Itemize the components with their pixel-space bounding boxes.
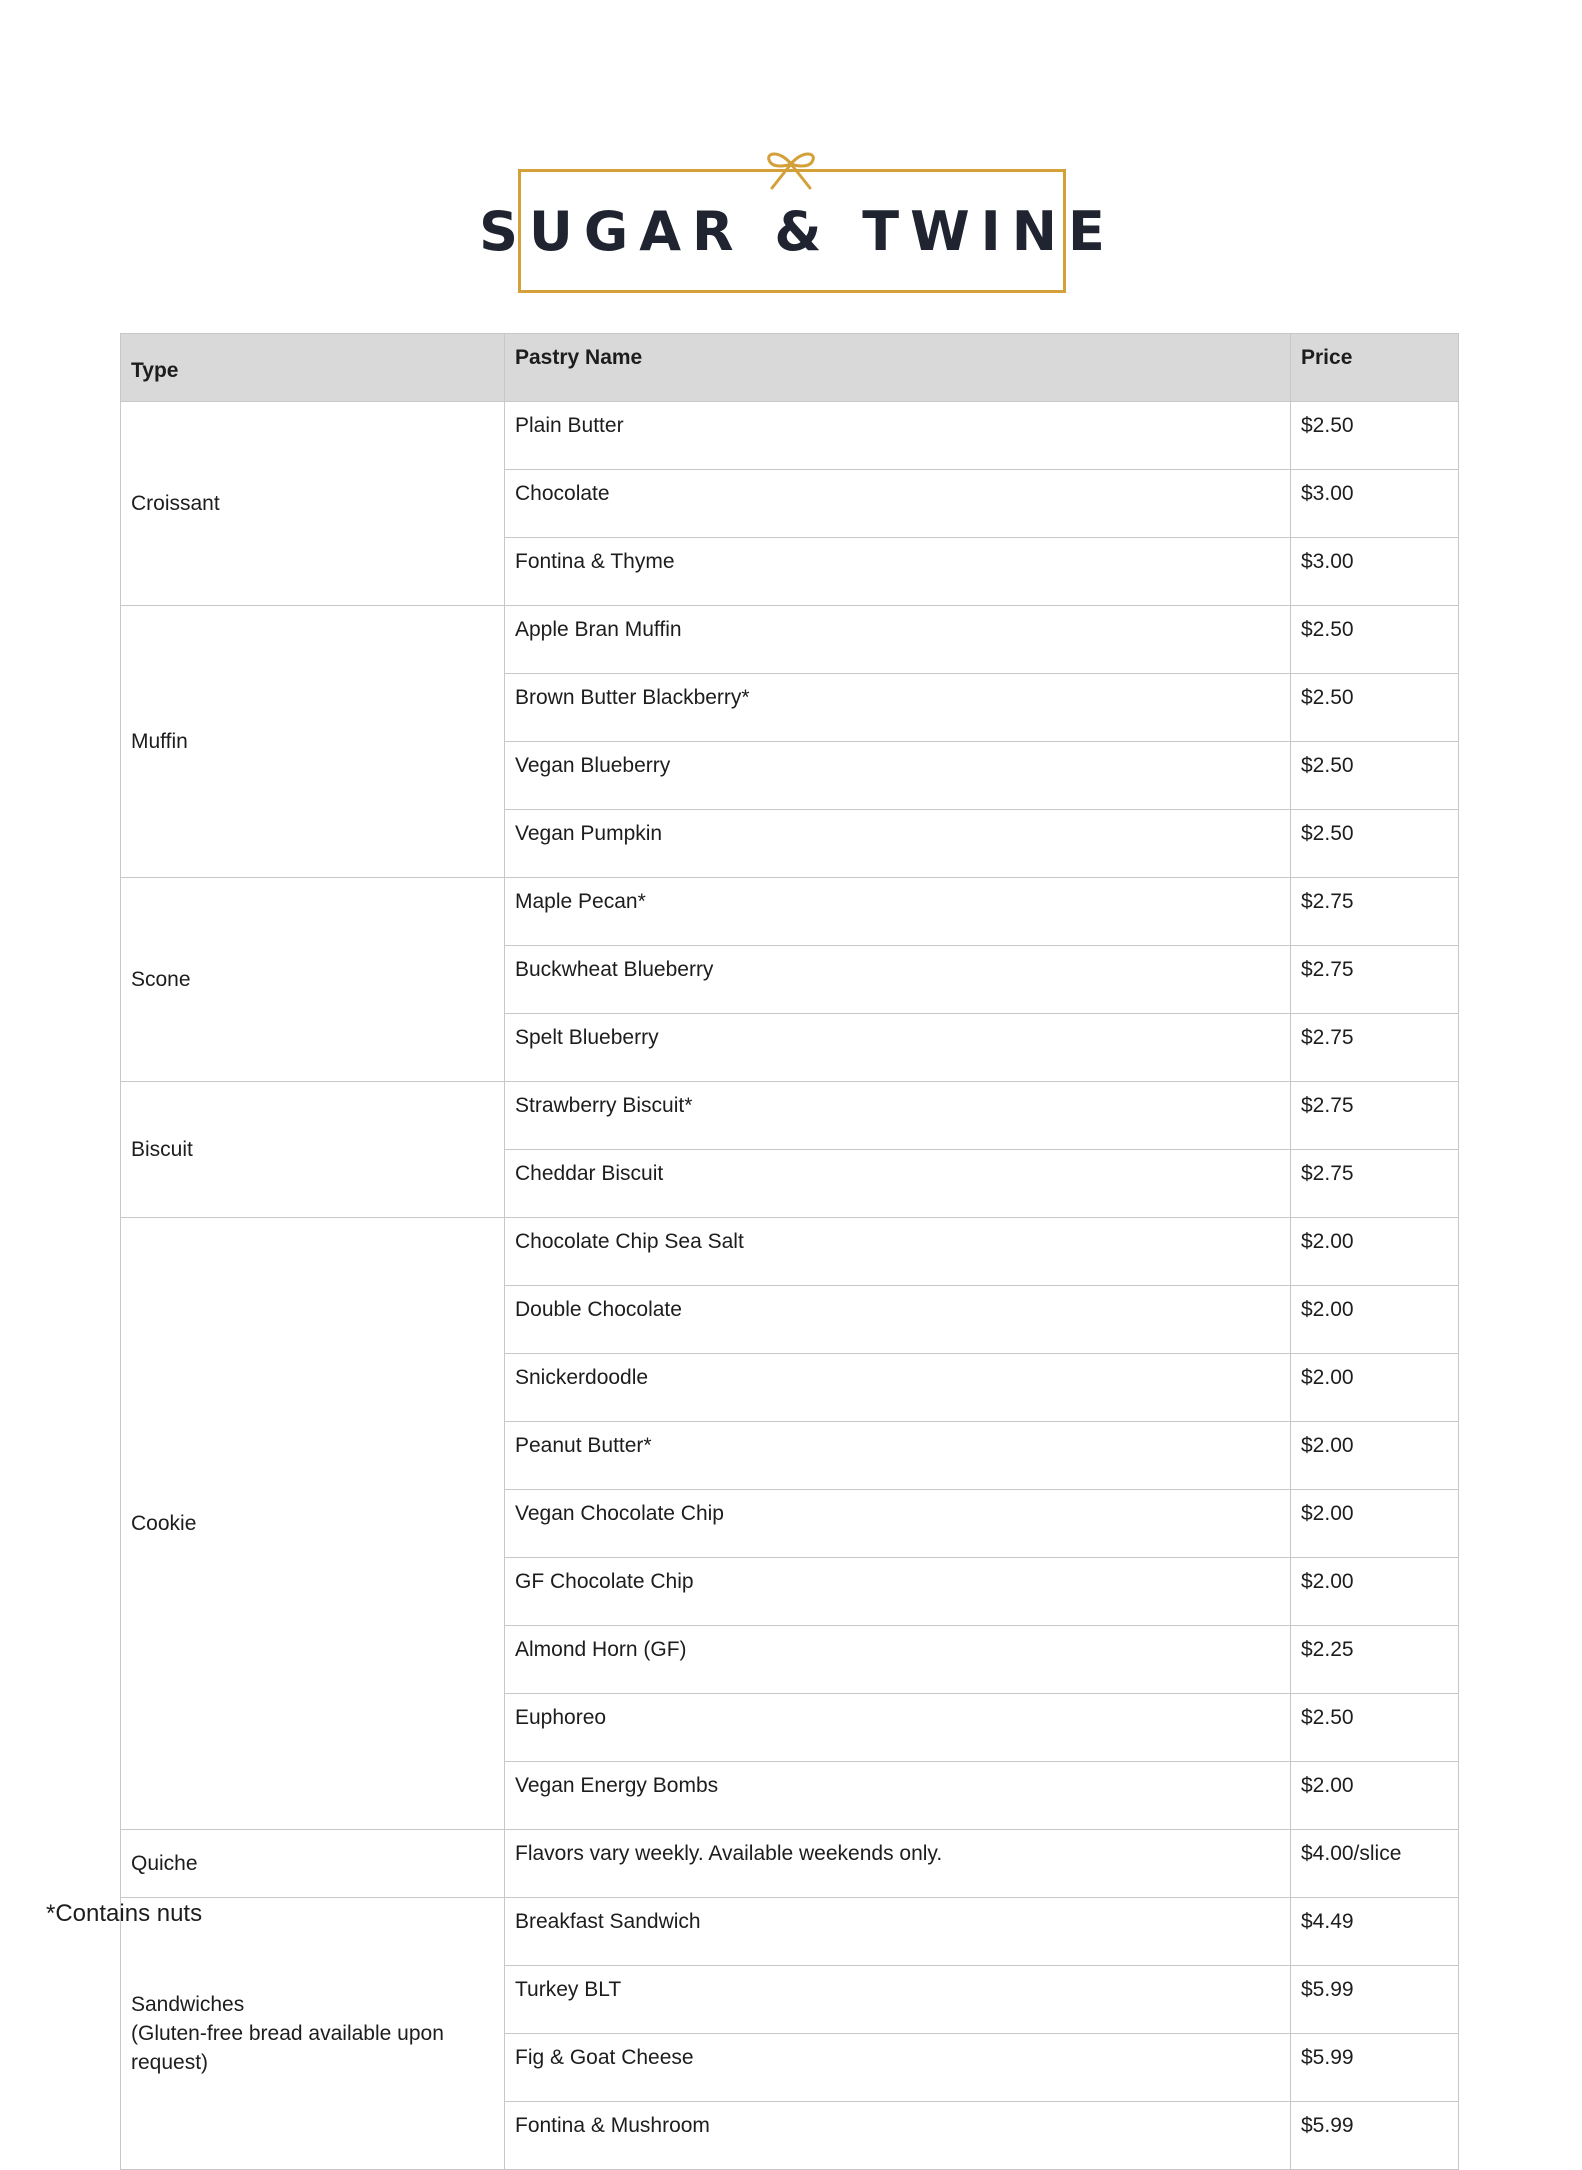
type-label: Muffin [131, 730, 188, 753]
pastry-name-cell: Breakfast Sandwich [505, 1898, 1291, 1966]
price-cell: $2.00 [1291, 1490, 1459, 1558]
price-cell: $2.50 [1291, 402, 1459, 470]
price-cell: $3.00 [1291, 470, 1459, 538]
price-cell: $2.50 [1291, 742, 1459, 810]
pastry-name-cell: Fontina & Thyme [505, 538, 1291, 606]
pastry-name-cell: Vegan Chocolate Chip [505, 1490, 1291, 1558]
type-cell [121, 1218, 505, 1830]
pastry-name-cell: Buckwheat Blueberry [505, 946, 1291, 1014]
pastry-name-cell: Fontina & Mushroom [505, 2102, 1291, 2170]
price-cell: $2.75 [1291, 1014, 1459, 1082]
pastry-name-cell: Vegan Pumpkin [505, 810, 1291, 878]
price-cell: $4.49 [1291, 1898, 1459, 1966]
header-type: Type [121, 334, 505, 402]
pastry-name-cell: Euphoreo [505, 1694, 1291, 1762]
price-cell: $2.50 [1291, 810, 1459, 878]
logo-text: SUGAR & TWINE [479, 199, 1116, 263]
pastry-name-cell: Double Chocolate [505, 1286, 1291, 1354]
price-cell: $2.75 [1291, 1082, 1459, 1150]
price-cell: $2.50 [1291, 674, 1459, 742]
pastry-name-cell: Snickerdoodle [505, 1354, 1291, 1422]
table-row [121, 1082, 1459, 1150]
pastry-name-cell: Plain Butter [505, 402, 1291, 470]
pastry-name-cell: Apple Bran Muffin [505, 606, 1291, 674]
type-label: Quiche [131, 1852, 198, 1875]
type-cell [121, 1830, 505, 1898]
table-row [121, 1898, 1459, 1966]
table-row [121, 402, 1459, 470]
type-cell [121, 1898, 505, 2170]
price-cell: $3.00 [1291, 538, 1459, 606]
table-row [121, 606, 1459, 674]
pastry-name-cell: Turkey BLT [505, 1966, 1291, 2034]
menu-table [120, 333, 1459, 2170]
pastry-name-cell: Fig & Goat Cheese [505, 2034, 1291, 2102]
price-cell: $2.00 [1291, 1558, 1459, 1626]
pastry-name-cell: Chocolate [505, 470, 1291, 538]
pastry-name-cell: Maple Pecan* [505, 878, 1291, 946]
footnote: *Contains nuts [46, 1900, 203, 1927]
price-cell: $2.25 [1291, 1626, 1459, 1694]
table-row [121, 1830, 1459, 1898]
pastry-name-cell: Peanut Butter* [505, 1422, 1291, 1490]
price-cell: $2.50 [1291, 1694, 1459, 1762]
price-cell: $2.75 [1291, 946, 1459, 1014]
type-label: Cookie [131, 1512, 197, 1535]
type-cell [121, 1082, 505, 1218]
menu-table-body [121, 402, 1459, 2170]
pastry-name-cell: Spelt Blueberry [505, 1014, 1291, 1082]
pastry-name-cell: Almond Horn (GF) [505, 1626, 1291, 1694]
price-cell: $2.75 [1291, 1150, 1459, 1218]
pastry-name-cell: Strawberry Biscuit* [505, 1082, 1291, 1150]
header-pastry-name: Pastry Name [505, 334, 1291, 402]
price-cell: $5.99 [1291, 2034, 1459, 2102]
type-cell [121, 402, 505, 606]
price-cell: $2.50 [1291, 606, 1459, 674]
price-cell: $2.00 [1291, 1422, 1459, 1490]
pastry-name-cell: GF Chocolate Chip [505, 1558, 1291, 1626]
pastry-name-cell: Flavors vary weekly. Available weekends only. [505, 1830, 1291, 1898]
table-header-row [121, 334, 1459, 402]
type-label: Biscuit [131, 1138, 193, 1161]
pastry-name-cell: Chocolate Chip Sea Salt [505, 1218, 1291, 1286]
type-label: Sandwiches [131, 1993, 245, 2016]
price-cell: $2.00 [1291, 1354, 1459, 1422]
price-cell: $5.99 [1291, 2102, 1459, 2170]
pastry-name-cell: Vegan Energy Bombs [505, 1762, 1291, 1830]
type-cell [121, 878, 505, 1082]
type-label: Croissant [131, 492, 220, 515]
pastry-name-cell: Brown Butter Blackberry* [505, 674, 1291, 742]
price-cell: $2.00 [1291, 1218, 1459, 1286]
pastry-name-cell: Cheddar Biscuit [505, 1150, 1291, 1218]
type-label: Scone [131, 968, 191, 991]
type-cell [121, 606, 505, 878]
price-cell: $4.00/slice [1291, 1830, 1459, 1898]
price-cell: $5.99 [1291, 1966, 1459, 2034]
table-row [121, 878, 1459, 946]
price-cell: $2.00 [1291, 1762, 1459, 1830]
price-cell: $2.75 [1291, 878, 1459, 946]
type-note: (Gluten-free bread available upon request) [131, 2022, 444, 2074]
logo-box [479, 169, 1116, 293]
price-cell: $2.00 [1291, 1286, 1459, 1354]
table-row [121, 1218, 1459, 1286]
header-price: Price [1291, 334, 1459, 402]
pastry-name-cell: Vegan Blueberry [505, 742, 1291, 810]
